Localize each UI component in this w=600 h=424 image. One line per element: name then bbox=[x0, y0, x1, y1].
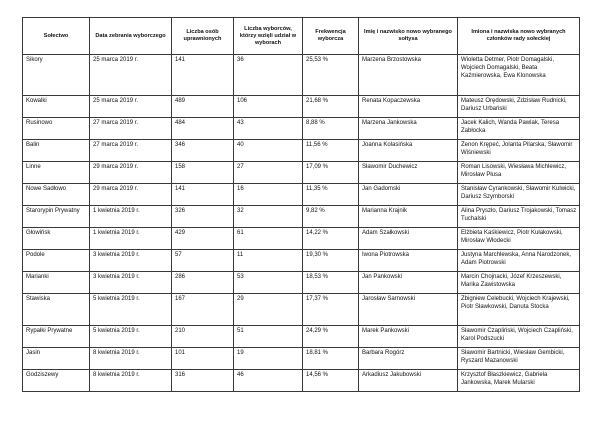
village-name-cell: Sikory bbox=[23, 55, 90, 96]
village-name-cell: Głowińsk bbox=[23, 228, 90, 250]
meeting-date-cell: 25 marca 2019 r. bbox=[90, 96, 172, 118]
table-row bbox=[23, 206, 580, 228]
meeting-date-cell: 1 kwietnia 2019 r. bbox=[90, 228, 172, 250]
eligible-voters-cell: 326 bbox=[172, 206, 234, 228]
meeting-date-cell: 8 kwietnia 2019 r. bbox=[90, 348, 172, 370]
table-row bbox=[23, 96, 580, 118]
eligible-voters-cell: 429 bbox=[172, 228, 234, 250]
table-row bbox=[23, 250, 580, 272]
table-row bbox=[23, 162, 580, 184]
council-members-cell: Jacek Kalich, Wanda Pawlak, Teresa Zabłocka bbox=[458, 118, 580, 140]
council-members-cell: Alina Pryszło, Dariusz Trojakowski, Tomasz Tuchalski bbox=[458, 206, 580, 228]
turnout-cell: 18,53 % bbox=[303, 272, 359, 294]
table-row bbox=[23, 294, 580, 326]
meeting-date-cell: 25 marca 2019 r. bbox=[90, 55, 172, 96]
column-header-turnout: Frekwencja wyborcza bbox=[303, 18, 359, 55]
village-head-cell: Marzena Jankowska bbox=[359, 118, 458, 140]
village-name-cell: Starorypin Prywatny bbox=[23, 206, 90, 228]
eligible-voters-cell: 484 bbox=[172, 118, 234, 140]
column-header-village: Sołectwo bbox=[23, 18, 90, 55]
participants-cell: 40 bbox=[234, 140, 303, 162]
turnout-cell: 21,68 % bbox=[303, 96, 359, 118]
turnout-cell: 8,88 % bbox=[303, 118, 359, 140]
turnout-cell: 19,30 % bbox=[303, 250, 359, 272]
participants-cell: 53 bbox=[234, 272, 303, 294]
turnout-cell: 9,82 % bbox=[303, 206, 359, 228]
village-name-cell: Balin bbox=[23, 140, 90, 162]
participants-cell: 27 bbox=[234, 162, 303, 184]
eligible-voters-cell: 316 bbox=[172, 370, 234, 392]
village-name-cell: Stawiska bbox=[23, 294, 90, 326]
election-results-table bbox=[22, 17, 580, 392]
column-header-village-head: Imię i nazwisko nowo wybranego sołtysa bbox=[359, 18, 458, 55]
participants-cell: 16 bbox=[234, 184, 303, 206]
table-row bbox=[23, 272, 580, 294]
meeting-date-cell: 8 kwietnia 2019 r. bbox=[90, 370, 172, 392]
meeting-date-cell: 3 kwietnia 2019 r. bbox=[90, 272, 172, 294]
village-head-cell: Joanna Kolasińska bbox=[359, 140, 458, 162]
table-row bbox=[23, 184, 580, 206]
turnout-cell: 18,81 % bbox=[303, 348, 359, 370]
meeting-date-cell: 27 marca 2019 r. bbox=[90, 140, 172, 162]
council-members-cell: Zenon Krępeć, Jolanta Pilarska, Sławomir Wiśniewski bbox=[458, 140, 580, 162]
participants-cell: 29 bbox=[234, 294, 303, 326]
village-head-cell: Marzena Brzostowska bbox=[359, 55, 458, 96]
turnout-cell: 24,29 % bbox=[303, 326, 359, 348]
meeting-date-cell: 3 kwietnia 2019 r. bbox=[90, 250, 172, 272]
participants-cell: 46 bbox=[234, 370, 303, 392]
village-head-cell: Jarosław Sarnowski bbox=[359, 294, 458, 326]
meeting-date-cell: 5 kwietnia 2019 r. bbox=[90, 294, 172, 326]
turnout-cell: 17,09 % bbox=[303, 162, 359, 184]
village-name-cell: Nowe Sadłowo bbox=[23, 184, 90, 206]
council-members-cell: Wioletta Detmer, Piotr Domagalski, Wojciech Domagalski, Beata Kaźmierowska, Ewa Klonowska bbox=[458, 55, 580, 96]
village-name-cell: Kowalki bbox=[23, 96, 90, 118]
table-row bbox=[23, 140, 580, 162]
council-members-cell: Mateusz Orędowski, Zdzisław Rudnicki, Dariusz Urbański bbox=[458, 96, 580, 118]
column-header-participating-voters: Liczba wyborców, którzy wzięli udział w wyborach bbox=[234, 18, 303, 55]
village-head-cell: Jan Gadomski bbox=[359, 184, 458, 206]
meeting-date-cell: 5 kwietnia 2019 r. bbox=[90, 326, 172, 348]
participants-cell: 19 bbox=[234, 348, 303, 370]
village-name-cell: Marianki bbox=[23, 272, 90, 294]
table-row bbox=[23, 55, 580, 96]
column-header-eligible-voters: Liczba osób uprawnionych bbox=[172, 18, 234, 55]
turnout-cell: 14,22 % bbox=[303, 228, 359, 250]
council-members-cell: Roman Lisowski, Wiesława Michlewicz, Mirosław Płusa bbox=[458, 162, 580, 184]
meeting-date-cell: 29 marca 2019 r. bbox=[90, 184, 172, 206]
table-row bbox=[23, 348, 580, 370]
participants-cell: 106 bbox=[234, 96, 303, 118]
village-head-cell: Sławomir Duchewicz bbox=[359, 162, 458, 184]
eligible-voters-cell: 158 bbox=[172, 162, 234, 184]
village-head-cell: Jan Pankowski bbox=[359, 272, 458, 294]
village-head-cell: Marek Pankowski bbox=[359, 326, 458, 348]
council-members-cell: Marcin Chojnacki, Józef Krzeszewski, Marika Zawistowska bbox=[458, 272, 580, 294]
council-members-cell: Sławomir Bartnicki, Wiesław Gembicki, Ryszard Mazanowski bbox=[458, 348, 580, 370]
participants-cell: 61 bbox=[234, 228, 303, 250]
document-page bbox=[22, 17, 579, 392]
council-members-cell: Zbigniew Celebucki, Wojciech Krajewski, Piotr Sławkowski, Danuta Stocka bbox=[458, 294, 580, 326]
eligible-voters-cell: 286 bbox=[172, 272, 234, 294]
village-head-cell: Marianna Krajnik bbox=[359, 206, 458, 228]
table-row bbox=[23, 370, 580, 392]
turnout-cell: 14,56 % bbox=[303, 370, 359, 392]
column-header-council-members: Imiona i nazwiska nowo wybranych członków rady sołeckiej bbox=[458, 18, 580, 55]
participants-cell: 51 bbox=[234, 326, 303, 348]
eligible-voters-cell: 167 bbox=[172, 294, 234, 326]
village-name-cell: Rusinowo bbox=[23, 118, 90, 140]
eligible-voters-cell: 210 bbox=[172, 326, 234, 348]
village-name-cell: Linne bbox=[23, 162, 90, 184]
village-name-cell: Podole bbox=[23, 250, 90, 272]
turnout-cell: 11,56 % bbox=[303, 140, 359, 162]
turnout-cell: 17,37 % bbox=[303, 294, 359, 326]
village-name-cell: Rypałki Prywatne bbox=[23, 326, 90, 348]
turnout-cell: 25,53 % bbox=[303, 55, 359, 96]
table-body bbox=[23, 55, 580, 392]
meeting-date-cell: 27 marca 2019 r. bbox=[90, 118, 172, 140]
village-head-cell: Arkadiusz Jakubowski bbox=[359, 370, 458, 392]
village-head-cell: Renata Kopaczewska bbox=[359, 96, 458, 118]
village-head-cell: Adam Szałkowski bbox=[359, 228, 458, 250]
column-header-meeting-date: Data zebrania wyborczego bbox=[90, 18, 172, 55]
village-head-cell: Iwona Piotrowska bbox=[359, 250, 458, 272]
header-row bbox=[23, 18, 580, 55]
village-name-cell: Jasin bbox=[23, 348, 90, 370]
eligible-voters-cell: 57 bbox=[172, 250, 234, 272]
turnout-cell: 11,35 % bbox=[303, 184, 359, 206]
eligible-voters-cell: 141 bbox=[172, 184, 234, 206]
council-members-cell: Justyna Marchlewska, Anna Narodzonek, Adam Piotrowski bbox=[458, 250, 580, 272]
table-row bbox=[23, 118, 580, 140]
eligible-voters-cell: 346 bbox=[172, 140, 234, 162]
participants-cell: 43 bbox=[234, 118, 303, 140]
eligible-voters-cell: 101 bbox=[172, 348, 234, 370]
village-name-cell: Godziszewy bbox=[23, 370, 90, 392]
table-row bbox=[23, 228, 580, 250]
meeting-date-cell: 1 kwietnia 2019 r. bbox=[90, 206, 172, 228]
participants-cell: 11 bbox=[234, 250, 303, 272]
eligible-voters-cell: 141 bbox=[172, 55, 234, 96]
village-head-cell: Barbara Rogórz bbox=[359, 348, 458, 370]
council-members-cell: Krzysztof Błaszkiewicz, Gabriela Jankowska, Marek Mularski bbox=[458, 370, 580, 392]
participants-cell: 36 bbox=[234, 55, 303, 96]
council-members-cell: Sławomir Czapliński, Wojciech Czapliński, Karol Podszucki bbox=[458, 326, 580, 348]
participants-cell: 32 bbox=[234, 206, 303, 228]
council-members-cell: Stanisław Cyrankowski, Sławomir Kulwicki, Dariusz Szymborski bbox=[458, 184, 580, 206]
council-members-cell: Elżbieta Kaśkiewicz, Piotr Kułakowski, Mirosław Włodecki bbox=[458, 228, 580, 250]
eligible-voters-cell: 489 bbox=[172, 96, 234, 118]
meeting-date-cell: 29 marca 2019 r. bbox=[90, 162, 172, 184]
table-row bbox=[23, 326, 580, 348]
